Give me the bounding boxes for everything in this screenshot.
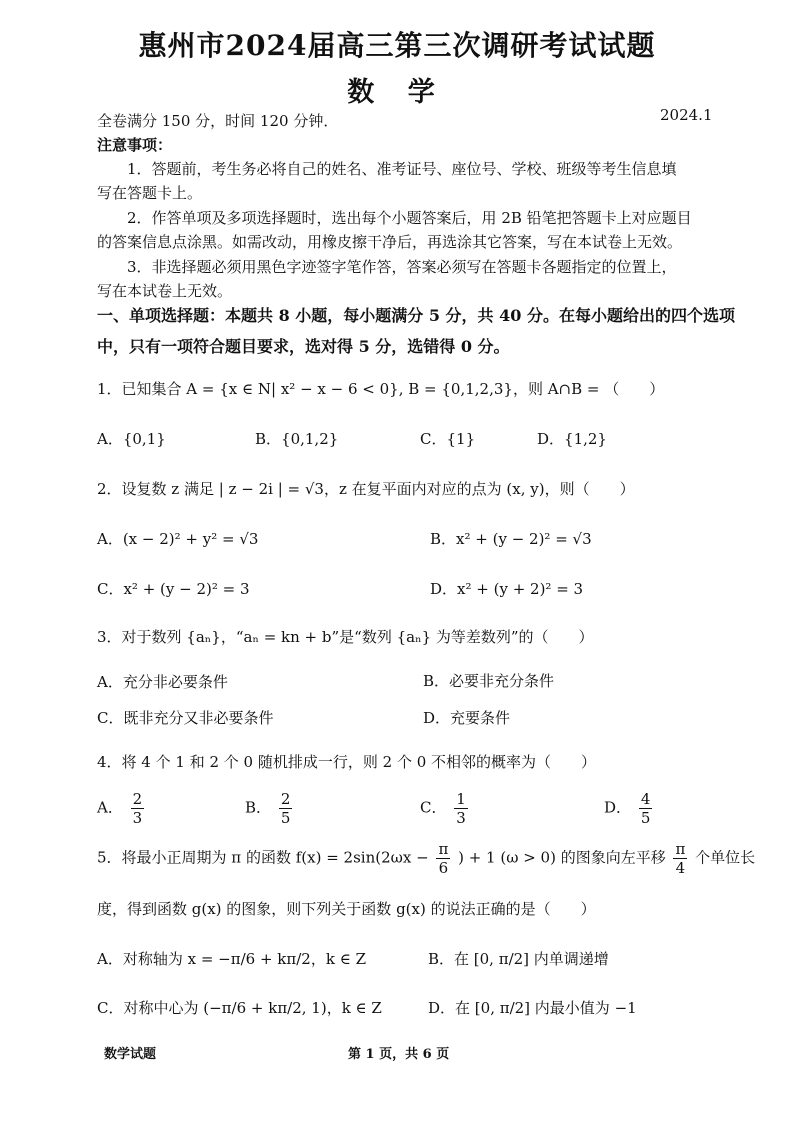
question-4-stem: 4．将 4 个 1 和 2 个 0 随机排成一行，则 2 个 0 不相邻的概率为（ ） <box>97 753 597 771</box>
option-a-fraction <box>131 790 145 827</box>
shift-numerator: π <box>675 840 686 858</box>
question-4-option-a <box>97 790 147 827</box>
phase-numerator: π <box>438 840 449 858</box>
question-5-stem <box>97 840 755 877</box>
question-5-stem-cont: 度，得到函数 g(x) 的图象，则下列关于函数 g(x) 的说法正确的是（ ） <box>97 900 596 918</box>
question-4-option-c <box>420 790 471 827</box>
option-c-label: C． <box>420 798 447 817</box>
question-3-option-a: A．充分非必要条件 <box>97 673 228 691</box>
option-b-numerator: 2 <box>280 790 291 808</box>
notice-heading: 注意事项： <box>97 136 173 154</box>
exam-title: 惠州市2024届高三第三次调研考试试题 <box>138 29 656 62</box>
notice-item-1: 1．答题前，考生务必将自己的姓名、准考证号、座位号、学校、班级等考生信息填 <box>127 160 677 178</box>
question-3-option-b: B．必要非充分条件 <box>423 672 555 690</box>
question-1-option-b: B．{0,1,2} <box>255 430 339 448</box>
question-3-option-c: C．既非充分又非必要条件 <box>97 709 274 727</box>
section-heading: 一、单项选择题：本题共 8 小题，每小题满分 5 分，共 40 分。在每小题给出的四个选项 <box>97 306 735 325</box>
question-5-option-a: A．对称轴为 x = −π/6 + kπ/2，k ∈ Z <box>97 950 366 968</box>
phase-denominator: 6 <box>438 859 449 877</box>
question-2-option-b: B．x² + (y − 2)² = √3 <box>430 530 592 548</box>
question-5-shift-fraction <box>673 840 687 877</box>
question-2-option-d: D．x² + (y + 2)² = 3 <box>430 580 584 598</box>
question-1-stem: 1．已知集合 A = {x ∈ N| x² − x − 6 < 0}, B = {0,1,2,3}，则 A∩B = （ ） <box>97 380 665 398</box>
question-4-option-d <box>604 790 655 827</box>
question-5-phase-fraction <box>436 840 450 877</box>
question-2-stem: 2．设复数 z 满足 | z − 2i | = √3，z 在复平面内对应的点为 (x, y)，则（ ） <box>97 480 635 498</box>
notice-item-2-cont: 的答案信息点涂黑。如需改动，用橡皮擦干净后，再选涂其它答案，写在本试卷上无效。 <box>97 233 683 251</box>
question-5-stem-part2: ) + 1 (ω > 0) 的图象向左平移 <box>458 848 666 867</box>
question-5-stem-part1: 5．将最小正周期为 π 的函数 f(x) = 2sin(2ωx − <box>97 848 429 867</box>
subject-title: 数 学 <box>347 77 447 108</box>
option-c-numerator: 1 <box>456 790 466 808</box>
exam-date: 2024.1 <box>660 106 713 124</box>
question-3-option-d: D．充要条件 <box>423 709 511 727</box>
footer-subject: 数学试题 <box>104 1047 157 1062</box>
footer-page-number: 第 1 页，共 6 页 <box>348 1047 450 1062</box>
option-b-label: B． <box>245 798 272 817</box>
question-5-option-b: B．在 [0, π/2] 内单调递增 <box>428 950 609 968</box>
section-heading-cont: 中，只有一项符合题目要求，选对得 5 分，选错得 0 分。 <box>97 337 510 356</box>
option-b-denominator: 5 <box>280 809 291 827</box>
option-d-numerator: 4 <box>640 790 651 808</box>
option-d-fraction <box>639 790 653 827</box>
question-1-option-c: C．{1} <box>420 430 476 448</box>
notice-item-1-cont: 写在答题卡上。 <box>97 184 203 202</box>
option-a-denominator: 3 <box>132 809 143 827</box>
shift-denominator: 4 <box>675 859 686 877</box>
question-3-stem: 3．对于数列 {aₙ}，“aₙ = kn + b”是“数列 {aₙ} 为等差数列”的（ ） <box>97 628 594 646</box>
option-c-denominator: 3 <box>456 809 466 827</box>
option-b-fraction <box>279 790 293 827</box>
question-5-option-c: C．对称中心为 (−π/6 + kπ/2, 1)，k ∈ Z <box>97 999 382 1017</box>
notice-item-3-cont: 写在本试卷上无效。 <box>97 282 233 300</box>
question-1-option-d: D．{1,2} <box>537 430 607 448</box>
notice-item-2: 2．作答单项及多项选择题时，选出每个小题答案后，用 2B 铅笔把答题卡上对应题目 <box>127 209 692 227</box>
exam-info: 全卷满分 150 分，时间 120 分钟． <box>97 112 339 130</box>
option-a-numerator: 2 <box>132 790 143 808</box>
notice-item-3: 3．非选择题必须用黑色字迹签字笔作答，答案必须写在答题卡各题指定的位置上， <box>127 258 677 276</box>
question-5-stem-part3: 个单位长 <box>695 848 756 867</box>
option-c-fraction <box>454 790 468 827</box>
question-5-option-d: D．在 [0, π/2] 内最小值为 −1 <box>428 999 637 1017</box>
option-a-label: A． <box>97 798 123 817</box>
question-2-option-a: A．(x − 2)² + y² = √3 <box>97 530 259 548</box>
question-1-option-a: A．{0,1} <box>97 430 166 448</box>
question-4-option-b <box>245 790 295 827</box>
option-d-label: D． <box>604 798 632 817</box>
question-2-option-c: C．x² + (y − 2)² = 3 <box>97 580 250 598</box>
option-d-denominator: 5 <box>640 809 651 827</box>
